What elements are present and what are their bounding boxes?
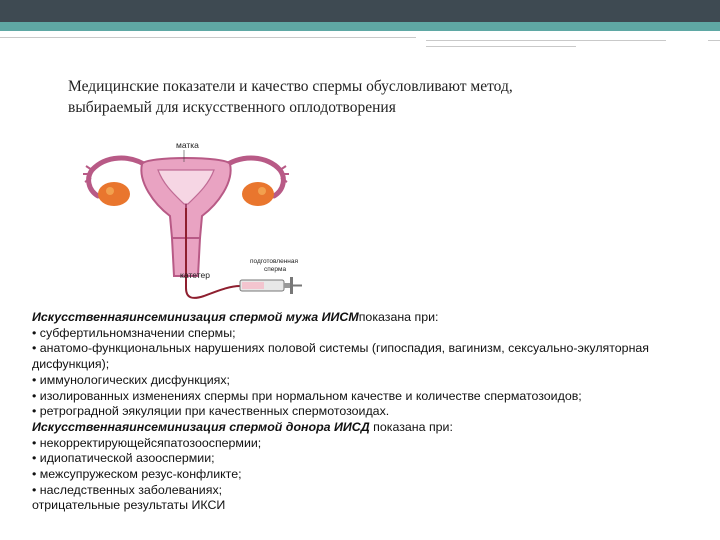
section2-item: • идиопатической азооспермии; <box>32 451 215 466</box>
right-ovary-follicle <box>258 187 266 195</box>
syringe-icon <box>240 277 302 294</box>
slide-title <box>68 76 688 118</box>
section2-item: • наследственных заболеваниях; <box>32 482 223 497</box>
label-uterus: матка <box>176 140 199 150</box>
uterus-insemination-illustration <box>80 138 320 308</box>
label-catheter: катетер <box>180 270 210 280</box>
section1-heading-line <box>32 310 720 326</box>
slide-title-line-1: Медицинские показатели и качество спермы обусловливают метод, <box>68 78 513 95</box>
section2-item: • межсупружеском резус-конфликте; <box>32 467 242 482</box>
section1-item: дисфункция); <box>32 357 110 372</box>
section1-item: • изолированных изменениях спермы при нормальном качестве и количестве сперматозоидов; <box>32 388 582 403</box>
section2-heading: Искусственнаяинсеминизация спермой донора ИИСД <box>32 419 370 434</box>
header-rule-left <box>0 37 416 38</box>
section2-item: • некорректирующейсяпатозооспермии; <box>32 435 262 450</box>
left-ovary <box>98 182 130 206</box>
section2-heading-line <box>32 420 720 436</box>
slide-title-line-2: выбираемый для искусственного оплодотворения <box>68 99 396 116</box>
section1-suffix: показана при: <box>358 310 439 324</box>
slide-body <box>32 310 720 514</box>
label-prepared-sperm-line-2: сперма <box>264 266 287 273</box>
section1-item: • ретроградной эякуляции при качественных спермотозоидах. <box>32 404 390 419</box>
header-rule-far-right <box>708 40 720 41</box>
section1-item: • иммунологических дисфункциях; <box>32 372 230 387</box>
section1-item: • субфертильномзначении спермы; <box>32 325 236 340</box>
header-rule-right-2 <box>426 46 576 47</box>
left-ovary-follicle <box>106 187 114 195</box>
right-ovary <box>242 182 274 206</box>
label-prepared-sperm-line-1: подготовленная <box>250 258 299 265</box>
header-rule-right <box>426 40 666 41</box>
header-bar <box>0 0 720 22</box>
section1-item: • анатомо-функциональных нарушениях половой системы (гипоспадия, вагинизм, сексуально-экуляторная <box>32 341 650 356</box>
section2-item: отрицательные результаты ИКСИ <box>32 498 226 513</box>
section1-heading: Искусственнаяинсеминизация спермой мужа ИИСМ <box>32 310 359 324</box>
header-accent-bar <box>0 22 720 31</box>
section2-suffix: показана при: <box>369 419 453 434</box>
